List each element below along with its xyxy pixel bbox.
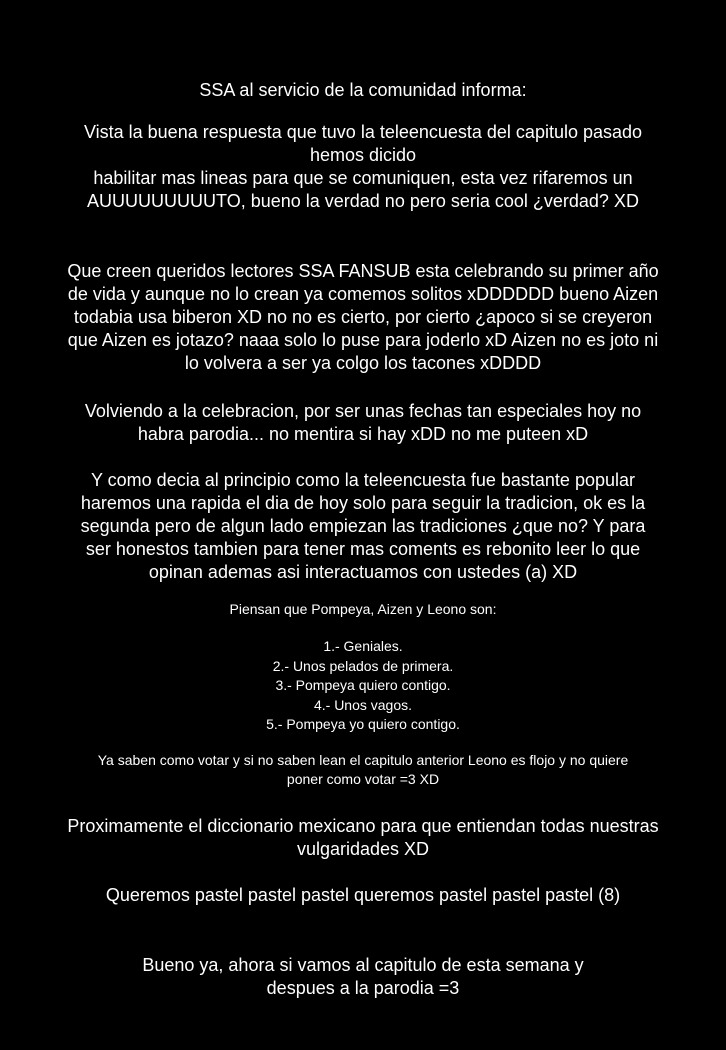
paragraph-line: Que creen queridos lectores SSA FANSUB esta celebrando su primer año bbox=[67, 261, 659, 281]
paragraph-dictionary bbox=[0, 815, 726, 861]
poll-vote-note bbox=[0, 751, 726, 789]
paragraph-anniversary bbox=[0, 260, 726, 375]
paragraph-line: Proximamente el diccionario mexicano para que entiendan todas nuestras bbox=[67, 816, 659, 836]
poll-options bbox=[0, 637, 726, 735]
paragraph-cake bbox=[0, 884, 726, 907]
header-line: SSA al servicio de la comunidad informa: bbox=[199, 80, 527, 100]
poll-question bbox=[0, 600, 726, 619]
paragraph-celebration bbox=[0, 400, 726, 446]
paragraph-poll-intro bbox=[0, 469, 726, 584]
paragraph-line: Queremos pastel pastel pastel queremos pastel pastel pastel (8) bbox=[105, 885, 621, 905]
paragraph-line: opinan ademas asi interactuamos con ustedes (a) XD bbox=[148, 562, 578, 582]
paragraph-line: ser honestos tambien para tener mas coments es rebonito leer lo que bbox=[85, 539, 641, 559]
paragraph-line: segunda pero de algun lado empiezan las tradiciones ¿que no? Y para bbox=[80, 516, 646, 536]
poll-question-text: Piensan que Pompeya, Aizen y Leono son: bbox=[229, 601, 497, 617]
paragraph-line: vulgaridades XD bbox=[296, 839, 430, 859]
poll-option: 2.- Unos pelados de primera. bbox=[272, 657, 454, 674]
paragraph-line: habilitar mas lineas para que se comuniquen, esta vez rifaremos un bbox=[93, 168, 633, 188]
poll-option: 4.- Unos vagos. bbox=[313, 696, 413, 713]
paragraph-line: Vista la buena respuesta que tuvo la teleencuesta del capitulo pasado bbox=[83, 122, 643, 142]
paragraph-line: Y como decia al principio como la teleencuesta fue bastante popular bbox=[90, 470, 635, 490]
poll-option: 3.- Pompeya quiero contigo. bbox=[275, 677, 451, 693]
announcement-header bbox=[0, 79, 726, 102]
paragraph-line: de vida y aunque no lo crean ya comemos solitos xDDDDDD bueno Aizen bbox=[67, 284, 659, 304]
paragraph-closing bbox=[0, 954, 726, 1000]
poll-option: 1.- Geniales. bbox=[323, 638, 403, 654]
paragraph-line: Bueno ya, ahora si vamos al capitulo de esta semana y bbox=[142, 955, 584, 975]
paragraph-line: lo volvera a ser ya colgo los tacones xDDDD bbox=[184, 353, 542, 373]
paragraph-line: habra parodia... no mentira si hay xDD no me puteen xD bbox=[137, 424, 589, 444]
note-line: Ya saben como votar y si no saben lean el capitulo anterior Leono es flojo y no quiere bbox=[97, 752, 629, 768]
paragraph-line: haremos una rapida el dia de hoy solo para seguir la tradicion, ok es la bbox=[80, 493, 646, 513]
poll-option: 5.- Pompeya yo quiero contigo. bbox=[266, 716, 460, 732]
paragraph-survey-intro bbox=[0, 121, 726, 213]
paragraph-line: todabia usa biberon XD no no es cierto, por cierto ¿apoco si se creyeron bbox=[73, 307, 653, 327]
paragraph-line: que Aizen es jotazo? naaa solo lo puse para joderlo xD Aizen no es joto ni bbox=[67, 330, 659, 350]
paragraph-line: AUUUUUUUUUTO, bueno la verdad no pero seria cool ¿verdad? XD bbox=[87, 191, 639, 211]
paragraph-line: hemos dicido bbox=[309, 145, 417, 165]
paragraph-line: despues a la parodia =3 bbox=[266, 978, 460, 998]
paragraph-line: Volviendo a la celebracion, por ser unas fechas tan especiales hoy no bbox=[84, 401, 642, 421]
note-line: poner como votar =3 XD bbox=[286, 771, 440, 787]
